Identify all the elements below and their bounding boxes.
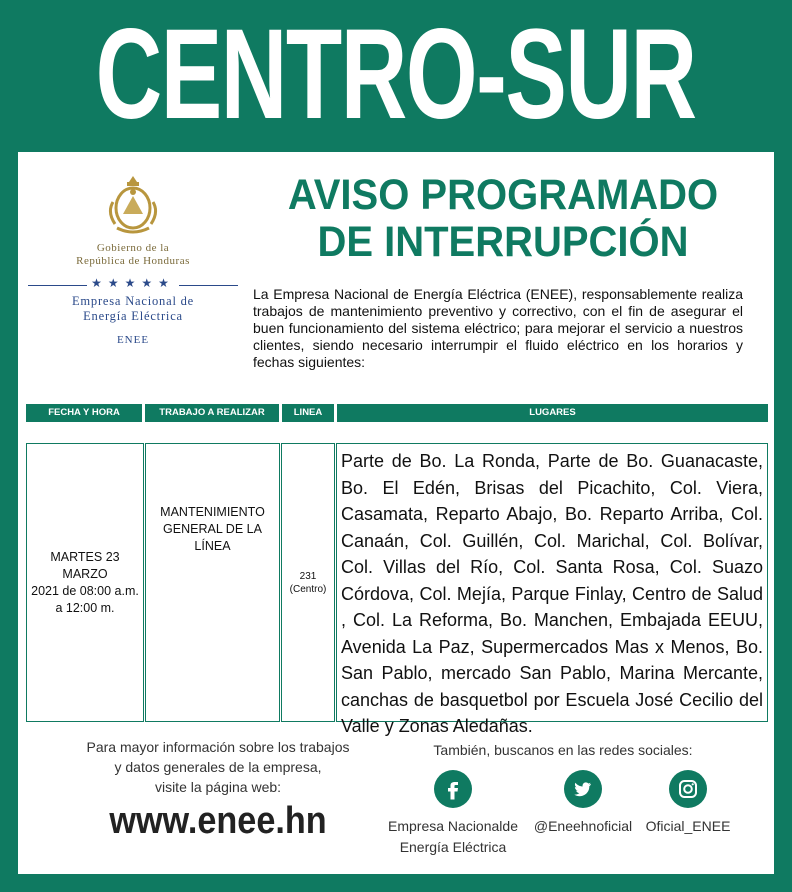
line-sector: (Centro) [289,583,327,595]
intro-paragraph: La Empresa Nacional de Energía Eléctrica (ENEE), responsablemente realiza trabajos de mantenimiento preventivo y correctivo, con el fin de asegurar el buen funcionamiento del sistema eléctrico; para mejorar el servicio a nuestros clientes, siendo necesario interrumpir el fluido eléctrico en los horarios y fechas siguientes: [253,286,743,370]
government-name [28,242,238,268]
coat-of-arms-icon [103,172,163,238]
notice-title [261,172,745,266]
info-text [58,737,378,797]
company-name [28,294,238,324]
company-line-2: Energía Eléctrica [83,309,183,323]
work-description: MANTENIMIENTO GENERAL DE LA LÍNEA [160,505,265,553]
banner [0,0,792,150]
stars-divider [28,274,238,290]
website-link[interactable]: www.enee.hn [109,800,327,842]
twitter-handle: @Eneehnoficial [533,818,633,834]
notice-title-line-1: AVISO PROGRAMADO [287,171,719,219]
date-line-2: 2021 de 08:00 a.m. [31,583,139,598]
twitter-icon[interactable] [564,770,602,808]
company-line-1: Empresa Nacional de [71,294,195,308]
info-line-3: visite la página web: [154,779,282,795]
government-line-1: Gobierno de la [96,242,170,254]
date-line-1: MARTES 23 MARZO [50,549,120,581]
notice-panel [18,152,774,874]
enee-logo [28,172,238,352]
date-line-3: a 12:00 m. [55,600,115,615]
cell-work [145,443,280,722]
stars-icon: ★★★★★ [87,276,179,290]
social-facebook[interactable] [388,770,518,858]
company-acronym: ENEE [116,334,150,346]
facebook-line-1: Empresa Nacionalde [388,818,518,834]
cell-date [26,443,144,722]
header-places: LUGARES [337,404,768,422]
social-title: También, buscanos en las redes sociales: [433,742,693,758]
social-instagram[interactable] [638,770,738,837]
header-date: FECHA Y HORA [26,404,142,422]
places-list: Parte de Bo. La Ronda, Parte de Bo. Guanacaste, Bo. El Edén, Brisas del Picachito, Col. Viera, Casamata, Reparto Abajo, Bo. Reparto Arriba, Col. Canaán, Col. Guillén, Col. Marichal, Col. Bolívar, Col. Villas del Río, Col. Santa Rosa, Col. Suazo Córdova, Col. Mejía, Parque Finlay, Centro de Salud , Col. La Reforma, Bo. Manchen, Embajada EEUU, Avenida La Paz, Supermercados Mas x Menos, Bo. San Pablo, mercado San Pablo, Marina Mercante, canchas de basquetbol por Escuela José Cecilio del Valle y Zonas Aledañas. [341,451,763,736]
table-header [18,404,774,422]
government-line-2: República de Honduras [76,255,190,267]
cell-places [336,443,768,736]
header-line: LINEA [282,404,334,422]
instagram-icon[interactable] [669,770,707,808]
banner-title: CENTRO-SUR [96,3,696,146]
notice-title-line-2: DE INTERRUPCIÓN [317,218,689,266]
header-work: TRABAJO A REALIZAR [145,404,279,422]
social-twitter[interactable] [523,770,643,837]
facebook-icon[interactable] [434,770,472,808]
instagram-handle: Oficial_ENEE [645,818,731,834]
cell-line [281,443,335,722]
facebook-line-2: Energía Eléctrica [399,839,507,855]
info-line-2: y datos generales de la empresa, [114,759,322,775]
info-line-1: Para mayor información sobre los trabajos [86,739,350,755]
line-number: 231 [299,570,317,582]
